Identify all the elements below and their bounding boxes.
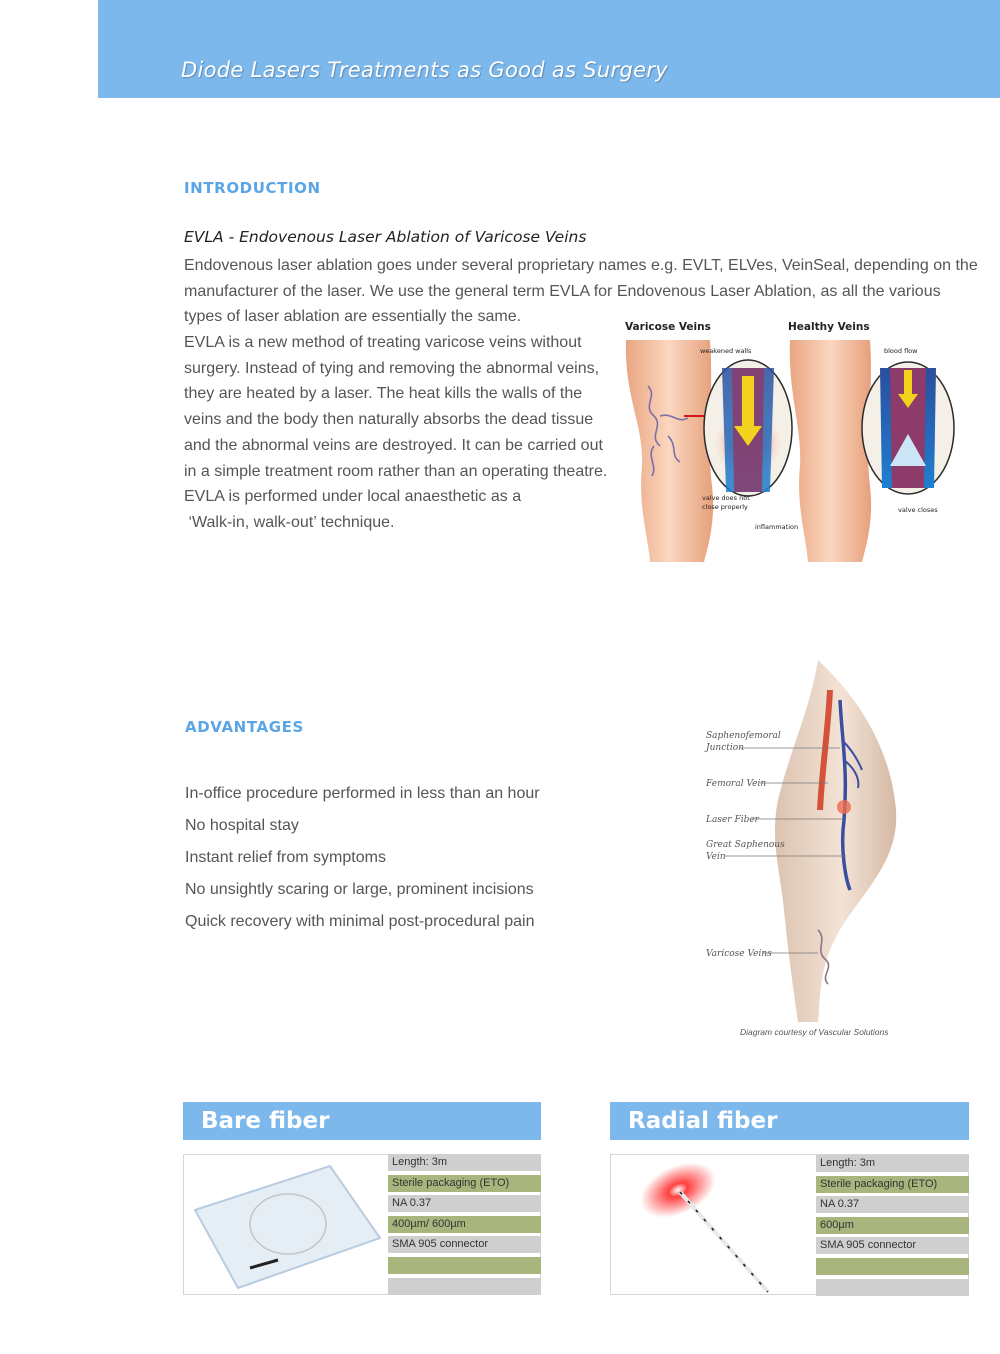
spec-connector: SMA 905 connector xyxy=(388,1236,541,1253)
sterile-pack xyxy=(195,1166,380,1288)
spec-core: 600µm xyxy=(816,1217,969,1234)
femoral-vein-label: Femoral Vein xyxy=(706,779,767,789)
weakened-walls-label: weakened walls xyxy=(700,347,752,355)
spec-length: Length: 3m xyxy=(388,1154,541,1171)
list-item: Quick recovery with minimal post-procedural pain xyxy=(185,913,535,930)
radial-fiber-header: Radial fiber xyxy=(610,1102,969,1140)
spec-core: 400µm/ 600µm xyxy=(388,1216,541,1233)
bare-fiber-image xyxy=(190,1160,385,1290)
leg-silhouette xyxy=(775,660,896,1022)
list-item: In-office procedure performed in less than an hour xyxy=(185,785,540,802)
intro-side-line-8: ‘Walk-in, walk-out’ technique. xyxy=(184,513,395,531)
valve-open-label-2: close properly xyxy=(702,503,748,511)
spec-na: NA 0.37 xyxy=(388,1195,541,1212)
spec-length: Length: 3m xyxy=(816,1155,969,1172)
saphenofemoral-label-1: Saphenofemoral xyxy=(706,731,781,741)
leg-anatomy-figure xyxy=(700,650,910,1045)
intro-side-line-6: in a simple treatment room rather than an operating theatre. xyxy=(184,462,608,480)
introduction-heading: INTRODUCTION xyxy=(184,179,321,197)
valve-closes-label: valve closes xyxy=(898,506,938,514)
left-leg xyxy=(626,340,713,562)
great-saphenous-label-2: Vein xyxy=(706,852,726,862)
right-leg xyxy=(790,340,871,562)
intro-side-line-3: they are heated by a laser. The heat kills the walls of the xyxy=(184,385,583,403)
intro-side-line-4: veins and the body then naturally absorbs the dead tissue xyxy=(184,411,594,429)
laser-glow xyxy=(837,800,851,814)
spec-connector: SMA 905 connector xyxy=(816,1237,969,1254)
intro-paragraph-side xyxy=(184,330,607,536)
healthy-veins-label: Healthy Veins xyxy=(788,321,870,333)
valve-open-label-1: valve does not xyxy=(702,494,750,502)
introduction-subtitle: EVLA - Endovenous Laser Ablation of Varicose Veins xyxy=(184,228,587,246)
intro-side-line-2: surgery. Instead of tying and removing the abnormal veins, xyxy=(184,359,600,377)
intro-line-2: manufacturer of the laser. We use the general term EVLA for Endovenous Laser Ablation, as all the various xyxy=(184,282,941,300)
spec-empty xyxy=(388,1278,541,1295)
blood-flow-label: blood flow xyxy=(884,347,918,355)
spec-empty xyxy=(816,1258,969,1275)
vein-comparison-figure xyxy=(618,316,968,564)
header-banner xyxy=(98,0,1000,98)
intro-line-1: Endovenous laser ablation goes under several proprietary names e.g. EVLT, ELVes, VeinSeal, depending on the xyxy=(184,257,978,274)
advantages-heading: ADVANTAGES xyxy=(185,718,304,736)
intro-side-line-7: EVLA is performed under local anaesthetic as a xyxy=(184,488,522,506)
diagram-caption: Diagram courtesy of Vascular Solutions xyxy=(740,1027,889,1037)
inflammation-label: inflammation xyxy=(755,523,799,531)
spec-na: NA 0.37 xyxy=(816,1196,969,1213)
intro-side-line-5: and the abnormal veins are destroyed. It can be carried out xyxy=(184,436,603,454)
intro-line-3: types of laser ablation are essentially the same. xyxy=(184,308,522,326)
list-item: Instant relief from symptoms xyxy=(185,849,386,866)
list-item: No unsightly scaring or large, prominent incisions xyxy=(185,881,534,898)
page-title: Diode Lasers Treatments as Good as Surgery xyxy=(181,58,668,82)
radial-fiber-image xyxy=(630,1158,810,1294)
spec-empty xyxy=(816,1279,969,1296)
list-item: No hospital stay xyxy=(185,817,299,834)
great-saphenous-label-1: Great Saphenous xyxy=(706,840,785,850)
spec-packaging: Sterile packaging (ETO) xyxy=(388,1175,541,1192)
radial-fiber-specs xyxy=(816,1155,969,1299)
bare-fiber-specs xyxy=(388,1154,541,1298)
intro-side-line-1: EVLA is a new method of treating varicose veins without xyxy=(184,334,582,351)
spec-packaging: Sterile packaging (ETO) xyxy=(816,1176,969,1193)
fiber-body xyxy=(680,1192,768,1292)
spec-empty xyxy=(388,1257,541,1274)
varicose-veins-leg-label: Varicose Veins xyxy=(706,949,772,959)
advantages-list xyxy=(185,778,540,938)
laser-fiber-label: Laser Fiber xyxy=(706,815,759,825)
bare-fiber-header: Bare fiber xyxy=(183,1102,541,1140)
radial-emission-glow xyxy=(632,1158,725,1229)
varicose-veins-label: Varicose Veins xyxy=(625,321,711,333)
saphenofemoral-label-2: Junction xyxy=(706,743,744,753)
